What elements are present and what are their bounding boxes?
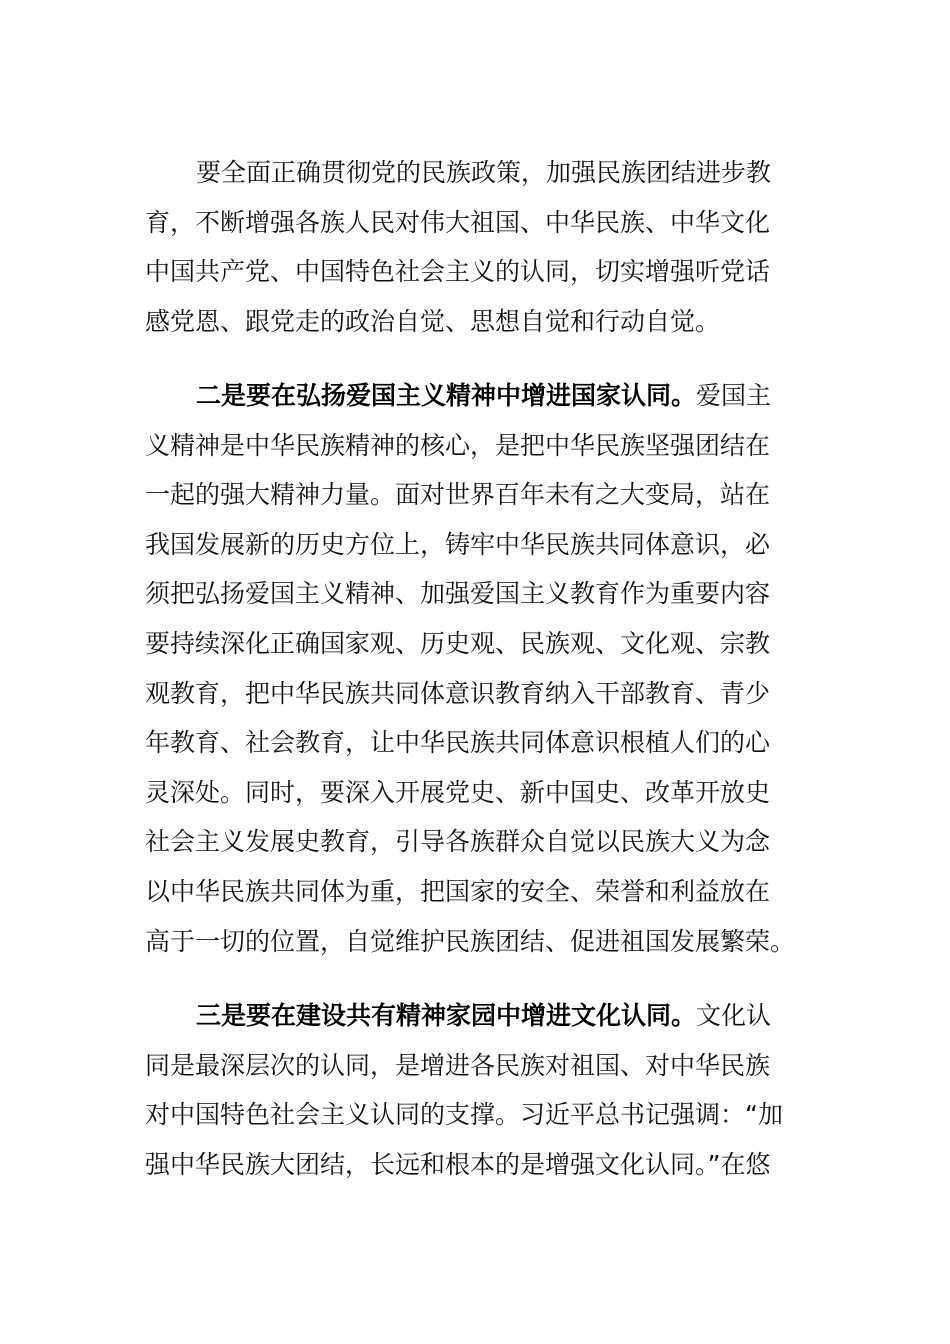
paragraph-patriotism <box>145 371 810 966</box>
paragraph-line: 同是最深层次的认同，是增进各民族对祖国、对中华民族 <box>145 1050 771 1080</box>
paragraph-line: 年教育、社会教育，让中华民族共同体意识根植人们的心 <box>145 728 771 758</box>
paragraph-line: 须把弘扬爱国主义精神、加强爱国主义教育作为重要内容 <box>145 579 771 609</box>
paragraph-line: 高于一切的位置，自觉维护民族团结、促进祖国发展繁荣。 <box>145 926 796 956</box>
paragraph-line: 以中华民族共同体为重，把国家的安全、荣誉和利益放在 <box>145 876 771 906</box>
paragraph-line: 社会主义发展史教育，引导各族群众自觉以民族大义为念 <box>145 827 771 857</box>
paragraph-cultural-identity <box>145 991 810 1189</box>
paragraph-line: 一起的强大精神力量。面对世界百年未有之大变局，站在 <box>145 480 771 510</box>
paragraph-line <box>145 148 810 198</box>
paragraph-line <box>145 991 810 1041</box>
paragraph-line: 育，不断增强各族人民对伟大祖国、中华民族、中华文化 <box>145 207 771 237</box>
paragraph-line: 灵深处。同时，要深入开展党史、新中国史、改革开放史 <box>145 777 771 807</box>
paragraph-text: 要全面正确贯彻党的民族政策，加强民族团结进步教 <box>196 158 772 187</box>
paragraph-line: 对中国特色社会主义认同的支撑。习近平总书记强调：“加 <box>145 1100 783 1130</box>
paragraph-line: 义精神是中华民族精神的核心，是把中华民族坚强团结在 <box>145 430 771 460</box>
paragraph-line: 观教育，把中华民族共同体意识教育纳入干部教育、青少 <box>145 678 771 708</box>
paragraph-line: 中国共产党、中国特色社会主义的认同，切实增强听党话 <box>145 257 771 287</box>
paragraph-ethnic-policy <box>145 148 810 346</box>
paragraph-heading: 二是要在弘扬爱国主义精神中增进国家认同。 <box>196 381 697 410</box>
paragraph-line: 要持续深化正确国家观、历史观、民族观、文化观、宗教 <box>145 628 771 658</box>
paragraph-heading: 三是要在建设共有精神家园中增进文化认同。 <box>196 1001 697 1030</box>
paragraph-text: 爱国主 <box>696 381 772 410</box>
paragraph-line <box>145 371 810 421</box>
paragraph-line: 强中华民族大团结，长远和根本的是增强文化认同。”在悠 <box>145 1149 771 1179</box>
paragraph-text: 文化认 <box>696 1001 772 1030</box>
paragraph-line: 感党恩、跟党走的政治自觉、思想自觉和行动自觉。 <box>145 306 721 336</box>
paragraph-line: 我国发展新的历史方位上，铸牢中华民族共同体意识，必 <box>145 529 771 559</box>
